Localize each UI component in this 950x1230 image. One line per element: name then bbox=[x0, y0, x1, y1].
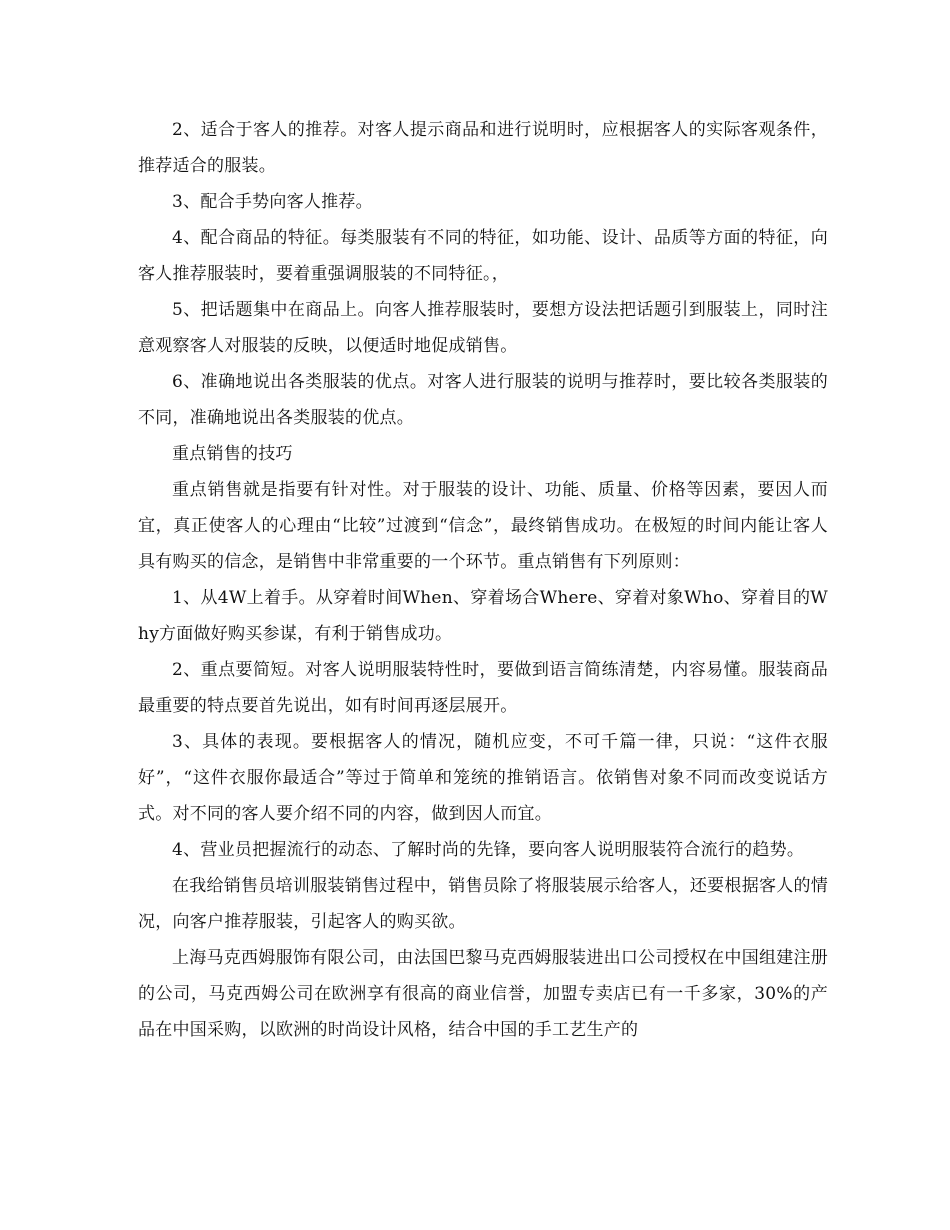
paragraph-focus-topic: 5、把话题集中在商品上。向客人推荐服装时，要想方设法把话题引到服装上，同时注意观察客人对服装的反映，以便适时地促成销售。 bbox=[138, 300, 828, 356]
paragraph-advantages: 6、准确地说出各类服装的优点。对客人进行服装的说明与推荐时，要比较各类服装的不同，准确地说出各类服装的优点。 bbox=[138, 372, 828, 428]
paragraph-key-sales-intro: 重点销售就是指要有针对性。对于服装的设计、功能、质量、价格等因素，要因人而宜，真正使客人的心理由“比较”过渡到“信念”，最终销售成功。在极短的时间内能让客人具有购买的信念，是销售中非常重要的一个环节。重点销售有下列原则： bbox=[138, 480, 828, 572]
document-page bbox=[138, 112, 828, 1048]
paragraph-4w: 1、从4W上着手。从穿着时间When、穿着场合Where、穿着对象Who、穿着目的Why方面做好购买参谋，有利于销售成功。 bbox=[138, 588, 828, 644]
paragraph-recommend-suitable: 2、适合于客人的推荐。对客人提示商品和进行说明时，应根据客人的实际客观条件，推荐适合的服装。 bbox=[138, 120, 828, 176]
paragraph-company: 上海马克西姆服饰有限公司，由法国巴黎马克西姆服装进出口公司授权在中国组建注册的公司，马克西姆公司在欧洲享有很高的商业信誉，加盟专卖店已有一千多家，30%的产品在中国采购，以欧洲的时尚设计风格，结合中国的手工艺生产的 bbox=[138, 948, 828, 1040]
paragraph-specific: 3、具体的表现。要根据客人的情况，随机应变，不可千篇一律，只说：“这件衣服好”，“这件衣服你最适合”等过于简单和笼统的推销语言。依销售对象不同而改变说话方式。对不同的客人要介绍不同的内容，做到因人而宜。 bbox=[138, 732, 828, 824]
paragraph-trends: 4、营业员把握流行的动态、了解时尚的先锋，要向客人说明服装符合流行的趋势。 bbox=[172, 840, 805, 860]
paragraph-gesture: 3、配合手势向客人推荐。 bbox=[172, 192, 373, 212]
paragraph-brief: 2、重点要简短。对客人说明服装特性时，要做到语言简练清楚，内容易懂。服装商品最重要的特点要首先说出，如有时间再逐层展开。 bbox=[138, 660, 828, 716]
paragraph-training: 在我给销售员培训服装销售过程中，销售员除了将服装展示给客人，还要根据客人的情况，向客户推荐服装，引起客人的购买欲。 bbox=[138, 876, 828, 932]
section-heading-key-sales: 重点销售的技巧 bbox=[172, 444, 293, 464]
paragraph-product-features: 4、配合商品的特征。每类服装有不同的特征，如功能、设计、品质等方面的特征，向客人推荐服装时，要着重强调服装的不同特征。， bbox=[138, 228, 828, 284]
